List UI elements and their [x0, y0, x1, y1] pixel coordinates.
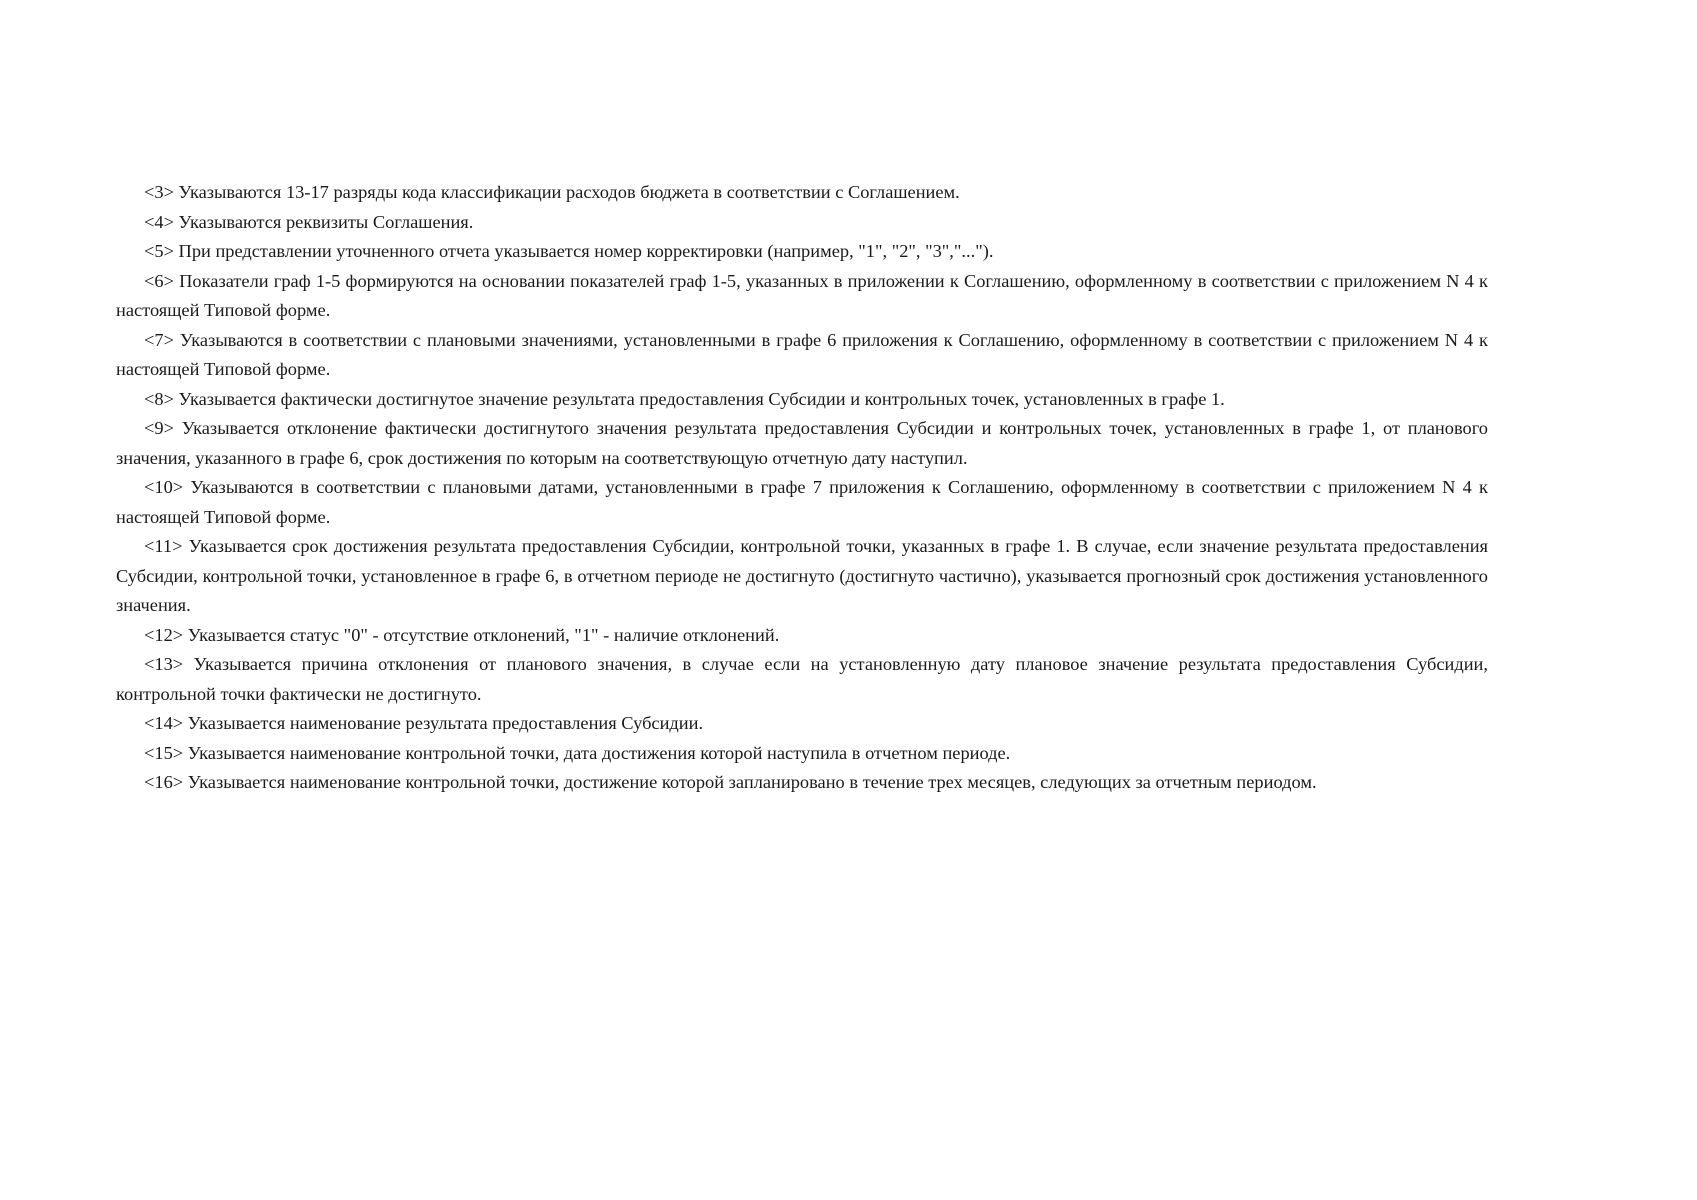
footnote-9: <9> Указывается отклонение фактически достигнутого значения результата предоставления Субсидии и контрольных точек, установленных в графе 1, от планового значения, указанного в графе 6, срок достижения по которым на соответствующую отчетную дату наступил. — [116, 418, 1488, 468]
footnote-4: <4> Указываются реквизиты Соглашения. — [144, 211, 474, 232]
footnote-11: <11> Указывается срок достижения результата предоставления Субсидии, контрольной точки, указанных в графе 1. В случае, если значение результата предоставления Субсидии, контрольной точки, установленное в графе 6, в отчетном периоде не достигнуто (достигнуто частично), указывается прогнозный срок достижения установленного значения. — [116, 536, 1488, 615]
footnotes-section — [116, 178, 1488, 798]
footnote-13: <13> Указывается причина отклонения от планового значения, в случае если на установленную дату плановое значение результата предоставления Субсидии, контрольной точки фактически не достигнуто. — [116, 654, 1488, 704]
footnote-8: <8> Указывается фактически достигнутое значение результата предоставления Субсидии и контрольных точек, установленных в графе 1. — [144, 388, 1225, 409]
footnote-14: <14> Указывается наименование результата предоставления Субсидии. — [144, 713, 704, 733]
footnote-10: <10> Указываются в соответствии с плановыми датами, установленными в графе 7 приложения к Соглашению, оформленному в соответствии с приложением N 4 к настоящей Типовой форме. — [116, 477, 1488, 527]
footnote-15: <15> Указывается наименование контрольной точки, дата достижения которой наступила в отчетном периоде. — [144, 742, 1011, 763]
footnote-12: <12> Указывается статус "0" - отсутствие отклонений, "1" - наличие отклонений. — [144, 624, 780, 645]
footnote-6: <6> Показатели граф 1-5 формируются на основании показателей граф 1-5, указанных в приложении к Соглашению, оформленному в соответствии с приложением N 4 к настоящей Типовой форме. — [116, 270, 1488, 320]
footnote-3: <3> Указываются 13-17 разряды кода классификации расходов бюджета в соответствии с Соглашением. — [144, 182, 960, 202]
footnote-16: <16> Указывается наименование контрольной точки, достижение которой запланировано в течение трех месяцев, следующих за отчетным периодом. — [144, 772, 1317, 792]
footnote-7: <7> Указываются в соответствии с плановыми значениями, установленными в графе 6 приложения к Соглашению, оформленному в соответствии с приложением N 4 к настоящей Типовой форме. — [116, 329, 1488, 379]
footnote-5: <5> При представлении уточненного отчета указывается номер корректировки (например, "1", "2", "3","..."). — [144, 241, 994, 261]
